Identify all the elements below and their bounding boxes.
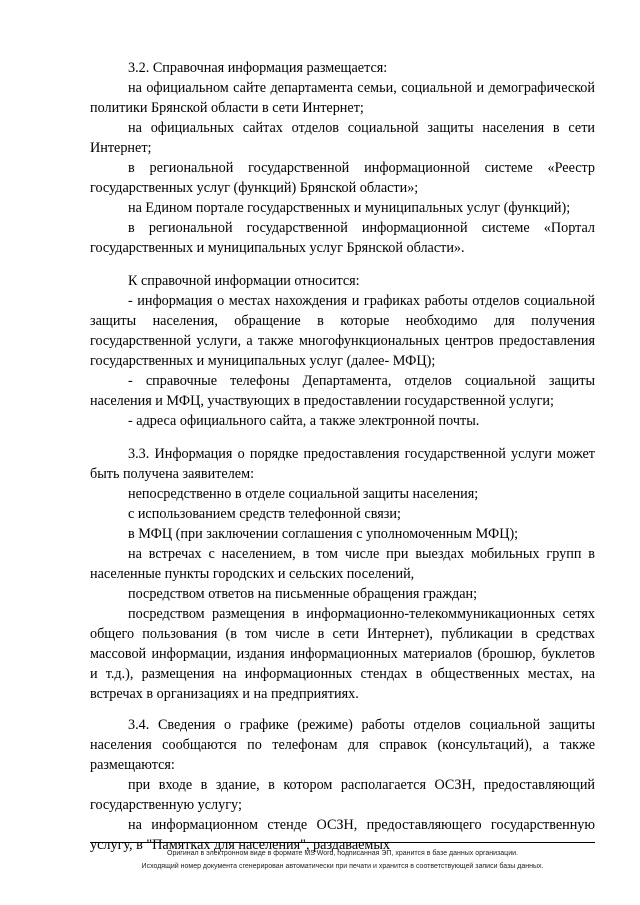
paragraph-3-2-heading: 3.2. Справочная информация размещается: — [128, 60, 388, 76]
paragraph: на информационном стенде ОСЗН, предоставляющего государственную услугу, в "Памятках для населения", раздаваемых — [90, 817, 595, 853]
paragraph-3-3-heading: 3.3. Информация о порядке предоставления государственной услуги может быть получена заявителем: — [90, 446, 595, 482]
paragraph: - адреса официального сайта, а также электронной почты. — [128, 413, 480, 429]
paragraph-reference-heading: К справочной информации относится: — [128, 273, 360, 289]
paragraph-3-4-heading: 3.4. Сведения о графике (режиме) работы отделов социальной защиты населения сообщаются по телефонам для справок (консультаций), а также размещаются: — [90, 717, 595, 773]
paragraph: на официальных сайтах отделов социальной защиты населения в сети Интернет; — [90, 120, 595, 156]
footer-line-original: Оригинал в электронном виде в формате MS Word, подписанная ЭП, хранится в базе данных организации. — [167, 850, 518, 857]
paragraph: - справочные телефоны Департамента, отделов социальной защиты населения и МФЦ, участвующих в предоставлении государственной услуги; — [90, 373, 595, 409]
paragraph: при входе в здание, в котором располагается ОСЗН, предоставляющий государственную услугу; — [90, 777, 595, 813]
paragraph: с использованием средств телефонной связи; — [128, 506, 401, 522]
paragraph: в региональной государственной информационной системе «Портал государственных и муниципальных услуг Брянской области». — [90, 220, 595, 256]
document-body — [90, 58, 595, 855]
paragraph: на встречах с населением, в том числе при выездах мобильных групп в населенные пункты городских и сельских поселений, — [90, 546, 595, 582]
paragraph: посредством ответов на письменные обращения граждан; — [128, 586, 478, 602]
paragraph: - информация о местах нахождения и графиках работы отделов социальной защиты населения, обращение в которые необходимо для получения государственной услуги, а также многофункциональных центров предоставления государственных и муниципальных услуг (далее- МФЦ); — [90, 293, 595, 369]
footer-line-number: Исходящий номер документа сгенерирован автоматически при печати и хранится в соответствующей записи базы данных. — [141, 863, 544, 870]
paragraph: на Едином портале государственных и муниципальных услуг (функций); — [128, 200, 571, 216]
paragraph: в региональной государственной информационной системе «Реестр государственных услуг (функций) Брянской области»; — [90, 160, 595, 196]
paragraph: посредством размещения в информационно-телекоммуникационных сетях общего пользования (в том числе в сети Интернет), публикации в средствах массовой информации, издания информационных материалов (брошюр, буклетов и т.д.), размещения на информационных стендах в общественных местах, на встречах в организациях и на предприятиях. — [90, 606, 595, 702]
paragraph: непосредственно в отделе социальной защиты населения; — [128, 486, 479, 502]
paragraph: на официальном сайте департамента семьи, социальной и демографической политики Брянской области в сети Интернет; — [90, 80, 595, 116]
page-footer — [90, 842, 595, 873]
paragraph: в МФЦ (при заключении соглашения с уполномоченным МФЦ); — [128, 526, 519, 542]
